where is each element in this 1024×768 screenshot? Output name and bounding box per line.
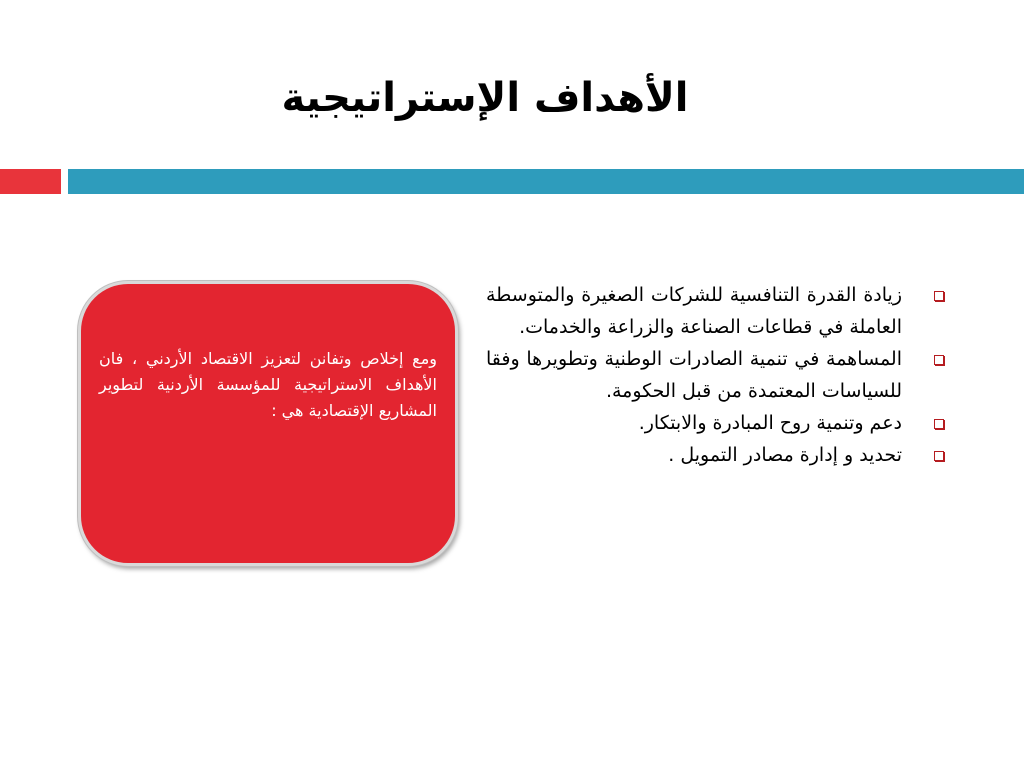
hollow-square-bullet-icon xyxy=(934,355,944,365)
hollow-square-bullet-icon xyxy=(934,419,944,429)
header-accent-bar-blue xyxy=(68,169,1024,194)
hollow-square-bullet-icon xyxy=(934,451,944,461)
list-item-text: دعم وتنمية روح المبادرة والابتكار. xyxy=(638,412,902,434)
header-accent-bar-red xyxy=(0,169,61,194)
slide-title: الأهداف الإستراتيجية xyxy=(281,75,689,121)
list-item-text: زيادة القدرة التنافسية للشركات الصغيرة والمتوسطة العاملة في قطاعات الصناعة والزراعة والخدمات. xyxy=(486,284,902,338)
hollow-square-bullet-icon xyxy=(934,291,944,301)
objectives-list xyxy=(486,279,952,471)
intro-callout-text: ومع إخلاص وتفانن لتعزيز الاقتصاد الأردني ، فان الأهداف الاستراتيجية للمؤسسة الأردنية لتطوير المشاريع الإقتصادية هي : xyxy=(99,349,437,420)
list-item xyxy=(486,407,952,439)
list-item xyxy=(486,343,952,407)
list-item xyxy=(486,279,952,343)
list-item-text: المساهمة في تنمية الصادرات الوطنية وتطويرها وفقا للسياسات المعتمدة من قبل الحكومة. xyxy=(486,348,902,402)
list-item xyxy=(486,439,952,471)
list-item-text: تحديد و إدارة مصادر التمويل . xyxy=(668,444,902,466)
intro-callout-box xyxy=(78,281,458,566)
